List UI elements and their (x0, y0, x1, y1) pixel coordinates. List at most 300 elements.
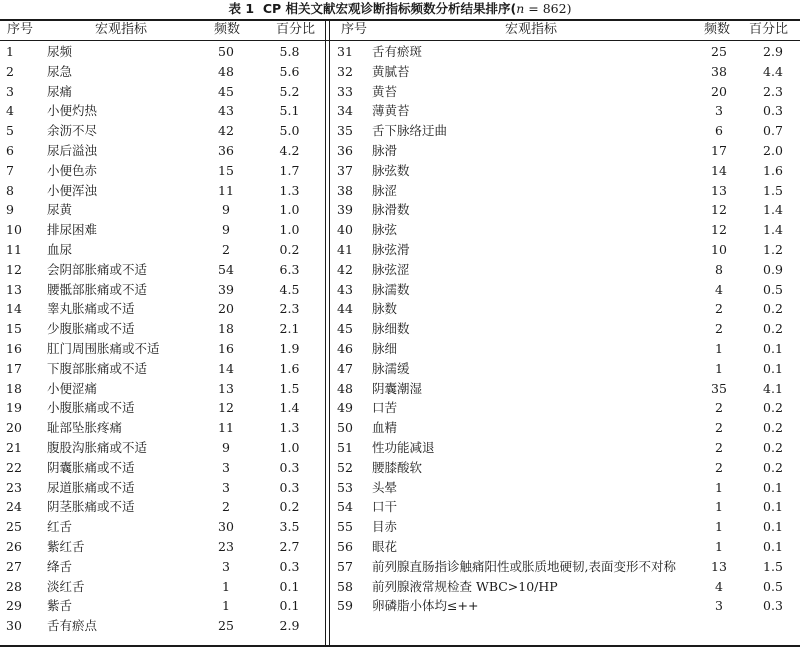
percentage-value: 0.1 (763, 360, 783, 376)
table-row (331, 379, 800, 399)
table-row (0, 141, 324, 161)
table-row (0, 616, 324, 636)
frequency-value: 48 (218, 63, 234, 79)
indicator-name: 少腹胀痛或不适 (47, 321, 135, 337)
frequency-value: 2 (715, 459, 723, 475)
frequency-value: 4 (715, 578, 723, 594)
frequency-value: 11 (218, 182, 234, 198)
table-row (0, 101, 324, 121)
frequency-value: 16 (218, 340, 234, 356)
frequency-value: 1 (715, 479, 723, 495)
indicator-name: 口苦 (372, 400, 398, 416)
table-row (0, 161, 324, 181)
percentage-value: 2.7 (279, 538, 300, 554)
percentage-value: 4.4 (763, 63, 783, 79)
row-number: 39 (337, 202, 353, 218)
table-row (0, 260, 324, 280)
right-data-table (331, 42, 800, 616)
indicator-name: 卵磷脂小体均≤++ (372, 598, 479, 614)
indicator-name: 舌下脉络迂曲 (372, 123, 448, 139)
row-number: 54 (337, 499, 353, 515)
indicator-name: 红舌 (47, 519, 73, 535)
frequency-value: 2 (222, 499, 230, 515)
row-number: 10 (6, 222, 22, 238)
table-row (0, 438, 324, 458)
left-header-indicator: 宏观指标 (95, 22, 148, 37)
row-number: 59 (337, 598, 353, 614)
frequency-value: 15 (218, 162, 234, 178)
indicator-name: 脉弦 (372, 222, 398, 238)
frequency-value: 23 (218, 538, 234, 554)
table-row (0, 359, 324, 379)
table-row (331, 161, 800, 181)
table-row (0, 557, 324, 577)
indicator-name: 尿后溢浊 (47, 142, 98, 158)
indicator-name: 腰膝酸软 (372, 459, 423, 475)
indicator-name: 紫舌 (47, 598, 73, 614)
percentage-value: 1.6 (763, 162, 783, 178)
frequency-value: 2 (222, 241, 230, 257)
row-number: 6 (6, 142, 14, 158)
frequency-value: 25 (218, 618, 234, 634)
indicator-name: 尿痛 (47, 83, 73, 99)
indicator-name: 脉数 (372, 301, 398, 317)
frequency-value: 14 (218, 360, 234, 376)
percentage-value: 0.3 (279, 479, 300, 495)
frequency-value: 20 (711, 83, 727, 99)
frequency-value: 1 (222, 598, 230, 614)
percentage-value: 0.1 (763, 519, 783, 535)
row-number: 16 (6, 340, 22, 356)
table-row (331, 42, 800, 62)
frequency-value: 3 (715, 103, 723, 119)
frequency-value: 25 (711, 44, 727, 59)
indicator-name: 舌有瘀斑 (372, 44, 423, 59)
column-divider-right (329, 19, 330, 647)
row-number: 9 (6, 202, 14, 218)
table-row (331, 240, 800, 260)
frequency-value: 18 (218, 321, 234, 337)
percentage-value: 0.2 (763, 439, 783, 455)
indicator-name: 脉涩 (372, 182, 398, 198)
right-header-pct: 百分比 (749, 22, 789, 37)
indicator-name: 会阴部胀痛或不适 (47, 261, 148, 277)
indicator-name: 小便浑浊 (47, 182, 98, 198)
indicator-name: 紫红舌 (47, 538, 85, 554)
frequency-value: 14 (711, 162, 727, 178)
percentage-value: 0.1 (763, 340, 783, 356)
percentage-value: 1.5 (763, 558, 783, 574)
indicator-name: 血精 (372, 420, 398, 436)
table-row (331, 398, 800, 418)
indicator-name: 脉滑数 (372, 202, 410, 218)
frequency-value: 13 (711, 558, 727, 574)
table-row (0, 398, 324, 418)
frequency-value: 8 (715, 261, 723, 277)
frequency-value: 12 (711, 202, 727, 218)
table-row (331, 260, 800, 280)
row-number: 29 (6, 598, 22, 614)
table-row (0, 82, 324, 102)
frequency-value: 1 (715, 538, 723, 554)
row-number: 7 (6, 162, 14, 178)
frequency-value: 1 (715, 499, 723, 515)
percentage-value: 1.4 (763, 202, 783, 218)
right-header-indicator: 宏观指标 (505, 22, 558, 37)
row-number: 14 (6, 301, 22, 317)
row-number: 46 (337, 340, 353, 356)
frequency-value: 3 (715, 598, 723, 614)
frequency-value: 6 (715, 123, 723, 139)
indicator-name: 睾丸胀痛或不适 (47, 301, 135, 317)
indicator-name: 脉弦数 (372, 162, 410, 178)
table-caption (0, 0, 800, 18)
indicator-name: 脉弦涩 (372, 261, 410, 277)
indicator-name: 薄黄苔 (372, 103, 410, 119)
row-number: 17 (6, 360, 22, 376)
table-row (331, 458, 800, 478)
row-number: 48 (337, 380, 353, 396)
frequency-value: 38 (711, 63, 727, 79)
row-number: 15 (6, 321, 22, 337)
percentage-value: 0.5 (763, 578, 783, 594)
row-number: 44 (337, 301, 353, 317)
percentage-value: 1.7 (279, 162, 300, 178)
percentage-value: 2.9 (763, 44, 783, 59)
table-row (331, 557, 800, 577)
row-number: 25 (6, 519, 22, 535)
indicator-name: 血尿 (47, 241, 73, 257)
column-divider-left (325, 19, 326, 647)
indicator-name: 尿频 (47, 44, 73, 59)
frequency-value: 2 (715, 420, 723, 436)
percentage-value: 6.3 (279, 261, 300, 277)
indicator-name: 脉濡数 (372, 281, 410, 297)
percentage-value: 5.1 (279, 103, 300, 119)
percentage-value: 0.1 (763, 538, 783, 554)
percentage-value: 4.1 (763, 380, 783, 396)
left-data-table (0, 42, 324, 636)
row-number: 28 (6, 578, 22, 594)
indicator-name: 脉濡缓 (372, 360, 410, 376)
caption-label: 表 1 (228, 1, 255, 16)
row-number: 27 (6, 558, 22, 574)
indicator-name: 脉弦滑 (372, 241, 410, 257)
row-number: 21 (6, 439, 22, 455)
frequency-value: 1 (222, 578, 230, 594)
row-number: 43 (337, 281, 353, 297)
row-number: 55 (337, 519, 353, 535)
indicator-name: 头晕 (372, 479, 398, 495)
row-number: 53 (337, 479, 353, 495)
row-number: 52 (337, 459, 353, 475)
frequency-value: 17 (711, 142, 727, 158)
frequency-value: 3 (222, 558, 230, 574)
indicator-name: 排尿困难 (47, 222, 98, 238)
indicator-name: 黄苔 (372, 83, 398, 99)
table-row (0, 596, 324, 616)
row-number: 34 (337, 103, 353, 119)
percentage-value: 0.3 (763, 598, 783, 614)
percentage-value: 0.1 (279, 578, 300, 594)
row-number: 38 (337, 182, 353, 198)
percentage-value: 5.0 (279, 123, 300, 139)
table-row (0, 458, 324, 478)
frequency-value: 10 (711, 241, 727, 257)
frequency-value: 42 (218, 123, 234, 139)
percentage-value: 2.9 (279, 618, 300, 634)
frequency-value: 39 (218, 281, 234, 297)
table-row (331, 577, 800, 597)
frequency-value: 2 (715, 301, 723, 317)
indicator-name: 绛舌 (47, 558, 73, 574)
percentage-value: 0.3 (279, 558, 300, 574)
percentage-value: 0.2 (763, 301, 783, 317)
table-row (331, 497, 800, 517)
percentage-value: 5.8 (279, 44, 300, 59)
table-row (331, 141, 800, 161)
table-row (331, 537, 800, 557)
left-header-freq: 频数 (214, 22, 241, 37)
percentage-value: 4.5 (279, 281, 300, 297)
row-number: 49 (337, 400, 353, 416)
row-number: 22 (6, 459, 22, 475)
row-number: 13 (6, 281, 22, 297)
frequency-value: 1 (715, 519, 723, 535)
indicator-name: 尿道胀痛或不适 (47, 479, 135, 495)
table-row (331, 438, 800, 458)
frequency-value: 20 (218, 301, 234, 317)
row-number: 18 (6, 380, 22, 396)
table-row (331, 280, 800, 300)
indicator-name: 小腹胀痛或不适 (47, 400, 135, 416)
table-row (0, 319, 324, 339)
indicator-name: 腰骶部胀痛或不适 (47, 281, 148, 297)
table-row (0, 181, 324, 201)
caption-n-var: n (516, 1, 525, 16)
frequency-value: 36 (218, 142, 234, 158)
table-row (0, 537, 324, 557)
row-number: 32 (337, 63, 353, 79)
frequency-value: 9 (222, 222, 230, 238)
indicator-name: 口干 (372, 499, 398, 515)
percentage-value: 0.2 (279, 499, 300, 515)
row-number: 42 (337, 261, 353, 277)
row-number: 20 (6, 420, 22, 436)
row-number: 1 (6, 44, 14, 59)
percentage-value: 1.4 (763, 222, 783, 238)
row-number: 36 (337, 142, 353, 158)
table-row (331, 319, 800, 339)
row-number: 57 (337, 558, 353, 574)
left-header-pct: 百分比 (276, 22, 316, 37)
percentage-value: 5.6 (279, 63, 300, 79)
indicator-name: 前列腺液常规检查 WBC>10/HP (372, 578, 558, 594)
percentage-value: 0.5 (763, 281, 783, 297)
percentage-value: 1.0 (279, 222, 300, 238)
row-number: 47 (337, 360, 353, 376)
table-row (0, 339, 324, 359)
indicator-name: 脉滑 (372, 142, 398, 158)
table-row (331, 181, 800, 201)
caption-title: CP 相关文献宏观诊断指标频数分析结果排序( (262, 1, 517, 16)
percentage-value: 1.4 (279, 400, 300, 416)
table-row (0, 577, 324, 597)
frequency-value: 13 (218, 380, 234, 396)
row-number: 33 (337, 83, 353, 99)
percentage-value: 1.5 (763, 182, 783, 198)
frequency-value: 45 (218, 83, 234, 99)
row-number: 23 (6, 479, 22, 495)
table-row (331, 478, 800, 498)
table-row (0, 42, 324, 62)
percentage-value: 1.5 (279, 380, 300, 396)
indicator-name: 阴囊胀痛或不适 (47, 459, 135, 475)
row-number: 8 (6, 182, 14, 198)
table-row (331, 101, 800, 121)
table-row (0, 200, 324, 220)
frequency-value: 2 (715, 439, 723, 455)
caption-n-value: = 862) (524, 1, 572, 16)
table-row (331, 517, 800, 537)
row-number: 12 (6, 261, 22, 277)
frequency-value: 3 (222, 479, 230, 495)
indicator-name: 小便色赤 (47, 162, 98, 178)
percentage-value: 0.2 (279, 241, 300, 257)
row-number: 35 (337, 123, 353, 139)
table-row (0, 121, 324, 141)
percentage-value: 1.2 (763, 241, 783, 257)
indicator-name: 肛门周围胀痛或不适 (47, 340, 160, 356)
row-number: 4 (6, 103, 14, 119)
table-row (331, 62, 800, 82)
percentage-value: 4.2 (279, 142, 300, 158)
indicator-name: 阴茎胀痛或不适 (47, 499, 135, 515)
indicator-name: 阴囊潮湿 (372, 380, 423, 396)
table-row (0, 517, 324, 537)
row-number: 56 (337, 538, 353, 554)
table-row (0, 299, 324, 319)
frequency-value: 30 (218, 519, 234, 535)
left-header-no: 序号 (7, 22, 34, 37)
indicator-name: 下腹部胀痛或不适 (47, 360, 148, 376)
row-number: 45 (337, 321, 353, 337)
indicator-name: 小便涩痛 (47, 380, 98, 396)
row-number: 11 (6, 241, 22, 257)
table-row (331, 220, 800, 240)
indicator-name: 舌有瘀点 (47, 618, 98, 634)
frequency-value: 1 (715, 360, 723, 376)
percentage-value: 2.3 (279, 301, 300, 317)
indicator-name: 目赤 (372, 519, 398, 535)
indicator-name: 耻部坠胀疼痛 (47, 420, 123, 436)
table-row (331, 596, 800, 616)
frequency-value: 50 (218, 44, 234, 59)
percentage-value: 1.6 (279, 360, 300, 376)
frequency-value: 35 (711, 380, 727, 396)
table-row (331, 200, 800, 220)
indicator-name: 余沥不尽 (47, 123, 98, 139)
table-row (331, 339, 800, 359)
percentage-value: 2.0 (763, 142, 783, 158)
table-row (0, 418, 324, 438)
table-row (331, 359, 800, 379)
percentage-value: 1.9 (279, 340, 300, 356)
percentage-value: 3.5 (279, 519, 300, 535)
frequency-value: 1 (715, 340, 723, 356)
row-number: 40 (337, 222, 353, 238)
indicator-name: 尿急 (47, 63, 73, 79)
frequency-value: 4 (715, 281, 723, 297)
row-number: 58 (337, 578, 353, 594)
bottom-rule (0, 645, 800, 647)
indicator-name: 黄腻苔 (372, 63, 410, 79)
percentage-value: 2.3 (763, 83, 783, 99)
frequency-value: 9 (222, 202, 230, 218)
row-number: 19 (6, 400, 22, 416)
percentage-value: 5.2 (279, 83, 300, 99)
right-header-freq: 频数 (704, 22, 731, 37)
row-number: 41 (337, 241, 353, 257)
row-number: 51 (337, 439, 353, 455)
table-row (0, 240, 324, 260)
table-row (0, 379, 324, 399)
row-number: 3 (6, 83, 14, 99)
percentage-value: 0.1 (279, 598, 300, 614)
table-row (0, 62, 324, 82)
row-number: 2 (6, 63, 14, 79)
indicator-name: 尿黄 (47, 202, 73, 218)
frequency-value: 11 (218, 420, 234, 436)
row-number: 24 (6, 499, 22, 515)
frequency-value: 2 (715, 400, 723, 416)
percentage-value: 1.3 (279, 420, 300, 436)
percentage-value: 0.3 (279, 459, 300, 475)
frequency-value: 9 (222, 439, 230, 455)
table-row (331, 418, 800, 438)
indicator-name: 脉细 (372, 340, 398, 356)
row-number: 30 (6, 618, 22, 634)
percentage-value: 1.0 (279, 439, 300, 455)
row-number: 50 (337, 420, 353, 436)
indicator-name: 腹股沟胀痛或不适 (47, 439, 148, 455)
percentage-value: 2.1 (279, 321, 300, 337)
row-number: 5 (6, 123, 14, 139)
indicator-name: 前列腺直肠指诊触痛阳性或胀质地硬韧,表面变形不对称 (372, 558, 676, 574)
percentage-value: 0.7 (763, 123, 783, 139)
frequency-value: 12 (218, 400, 234, 416)
table-row (331, 121, 800, 141)
indicator-name: 性功能减退 (372, 439, 435, 455)
table-row (0, 497, 324, 517)
frequency-value: 13 (711, 182, 727, 198)
indicator-name: 小便灼热 (47, 103, 98, 119)
table-row (331, 299, 800, 319)
frequency-value: 12 (711, 222, 727, 238)
frequency-value: 54 (218, 261, 234, 277)
indicator-name: 眼花 (372, 538, 398, 554)
header-rule (0, 40, 800, 41)
table-row (0, 280, 324, 300)
percentage-value: 0.2 (763, 321, 783, 337)
percentage-value: 1.0 (279, 202, 300, 218)
row-number: 26 (6, 538, 22, 554)
percentage-value: 0.1 (763, 479, 783, 495)
frequency-value: 43 (218, 103, 234, 119)
frequency-value: 2 (715, 321, 723, 337)
table-row (0, 220, 324, 240)
percentage-value: 0.9 (763, 261, 783, 277)
